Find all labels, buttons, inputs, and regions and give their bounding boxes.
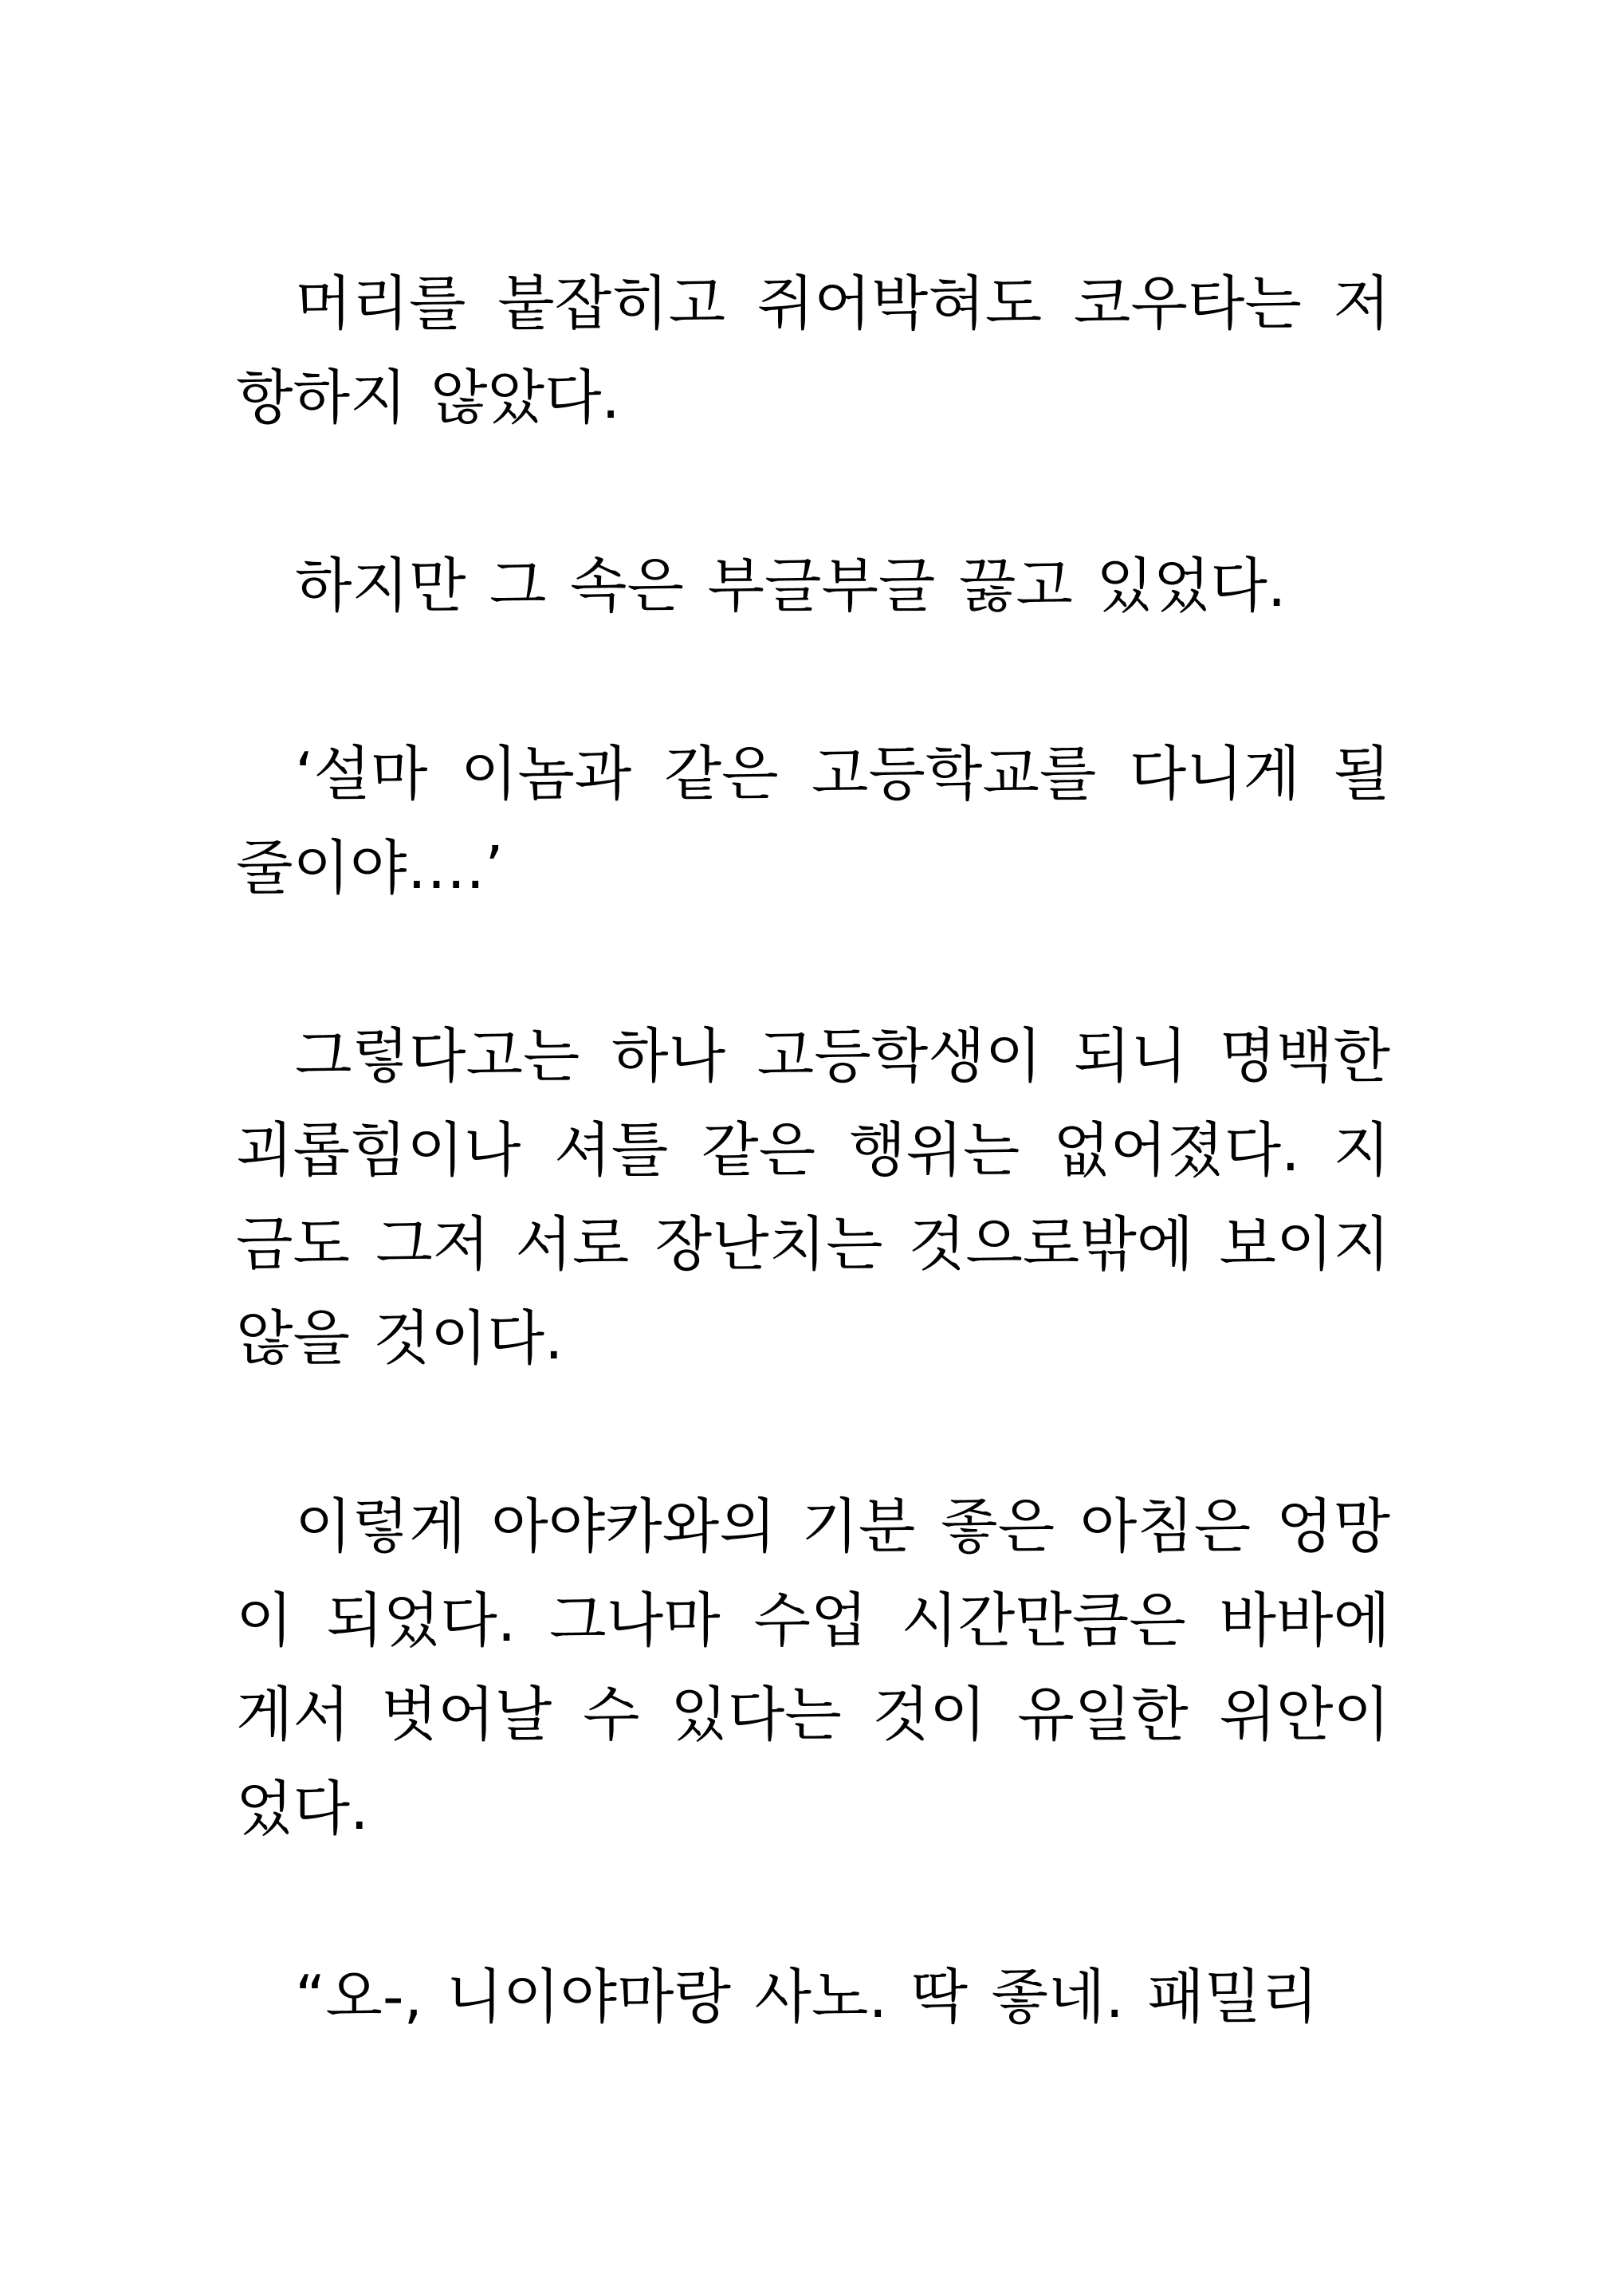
document-body bbox=[236, 257, 1390, 2138]
paragraph: ‘설마 이놈과 같은 고등학교를 다니게 될 줄이야….’ bbox=[236, 740, 1390, 902]
paragraph: 하지만 그 속은 부글부글 끓고 있었다. bbox=[295, 552, 1287, 620]
paragraph: 그렇다고는 하나 고등학생이 되니 명백한 괴롭힘이나 셔틀 같은 행위는 없어졌다. 지금도 그저 서로 장난치는 것으로밖에 보이지 않을 것이다. bbox=[236, 1022, 1390, 1373]
paragraph: “오-, 니이야마랑 사노. 딱 좋네. 패밀리 bbox=[295, 1963, 1318, 2031]
paragraph: 이렇게 아야카와의 기분 좋은 아침은 엉망이 되었다. 그나마 수업 시간만큼은 바바에게서 벗어날 수 있다는 것이 유일한 위안이었다. bbox=[236, 1492, 1390, 1843]
paragraph: 머리를 붙잡히고 쥐어박혀도 코우타는 저항하지 않았다. bbox=[236, 269, 1390, 432]
